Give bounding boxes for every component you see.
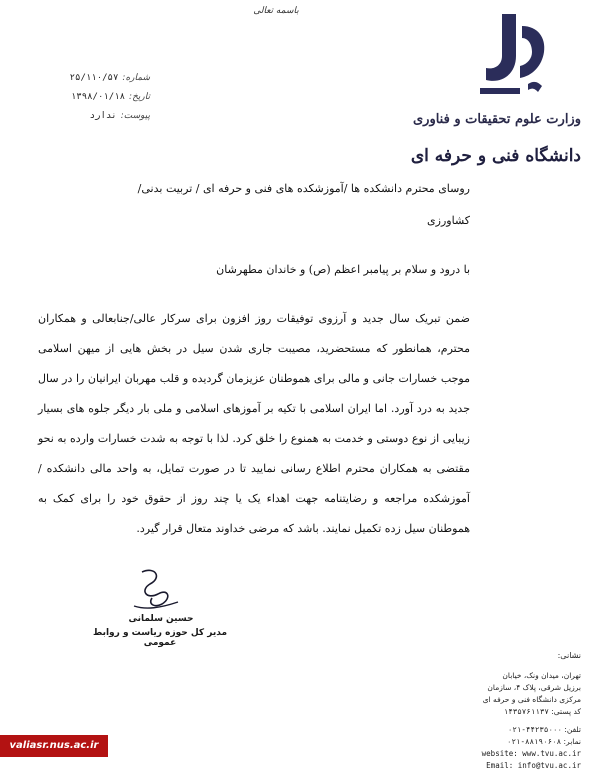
signer-name: حسین سلمانی (128, 614, 194, 624)
ministry-name: وزارت علوم تحقیقات و فناوری (412, 112, 581, 127)
meta-number (30, 68, 150, 87)
fax-number (461, 736, 581, 748)
university-logo (472, 8, 554, 100)
fax-value: ۰۲۱-۸۸۱۹۰۶۰۸ (506, 737, 562, 746)
postal-code (461, 706, 581, 718)
meta-number-label: شماره: (122, 72, 150, 83)
recipient-line-2: کشاورزی (427, 214, 470, 227)
source-watermark: valiasr.nus.ac.ir (0, 735, 108, 757)
meta-date-label: تاریخ: (129, 91, 150, 102)
address-heading: نشانی: (557, 651, 581, 660)
postal-value: ۱۴۳۵۷۶۱۱۳۷ (503, 707, 549, 716)
address-line-2: برزیل شرقی، پلاک ۴، سازمان (487, 683, 581, 692)
meta-attachment (30, 106, 150, 125)
phone-value: ۰۲۱-۴۴۲۳۵۰۰۰ (507, 725, 562, 734)
fax-label: نمابر: (563, 737, 581, 746)
postal-label: کد پستی: (551, 707, 581, 716)
signer-title: مدیر کل حوزه ریاست و روابط عمومی (92, 628, 228, 648)
signature-mark (128, 564, 184, 614)
phone-number (461, 724, 581, 736)
university-name: دانشگاه فنی و حرفه ای (410, 146, 581, 166)
meta-number-value: ۲۵/۱۱۰/۵۷ (69, 72, 119, 83)
phone-label: تلفن: (564, 725, 581, 734)
meta-attachment-label: پیوست: (120, 110, 150, 121)
letter-body: ضمن تبریک سال جدید و آرزوی توفیقات روز افزون برای سرکار عالی/جنابعالی و همکاران محترم، همانطور که مستحضرید، مصیبت جاری شدن سیل در بخش هایی از میهن اسلامی موجب خسارات جانی و مالی برای هموطنان عزیزمان گردیده و قلب مهربان ایرانیان را در سال جدید به درد آورد. اما ایران اسلامی با تکیه بر آموزهای اسلامی و ملی بار دیگر جلوه های بسیار زیبایی از نوع دوستی و خدمت به همنوع را خلق کرد. لذا با توجه به شدت خسارات وارده به نحو مقتضی به همکاران محترم اطلاع رسانی نمایید تا در صورت تمایل، به واحد مالی دانشکده /آموزشکده مراجعه و رضایتنامه جهت اهداء یک یا چند روز از حقوق خود را برای کمک به هموطنان سیل زده تکمیل نمایند. باشد که مرضی خداوند متعال قرار گیرد. (38, 312, 470, 535)
meta-date-value: ۱۳۹۸/۰۱/۱۸ (70, 91, 126, 102)
meta-date (30, 87, 150, 106)
recipient-line-1: روسای محترم دانشکده ها /آموزشکده های فنی و حرفه ای / تربیت بدنی/ (137, 182, 470, 195)
meta-attachment-value: ندارد (89, 110, 117, 121)
website-link[interactable]: website: www.tvu.ac.ir (481, 749, 581, 758)
address-line-3: مرکزی دانشگاه فنی و حرفه ای (482, 695, 581, 704)
university-address (461, 650, 581, 772)
email-link[interactable]: Email: info@tvu.ac.ir (486, 761, 581, 770)
header-motto: باسمه تعالی (253, 6, 299, 16)
salutation: با درود و سلام بر پیامبر اعظم (ص) و خاندان مطهرشان (216, 263, 470, 276)
address-line-1: تهران، میدان ونک، خیابان (502, 671, 581, 680)
letter-meta (30, 68, 150, 125)
